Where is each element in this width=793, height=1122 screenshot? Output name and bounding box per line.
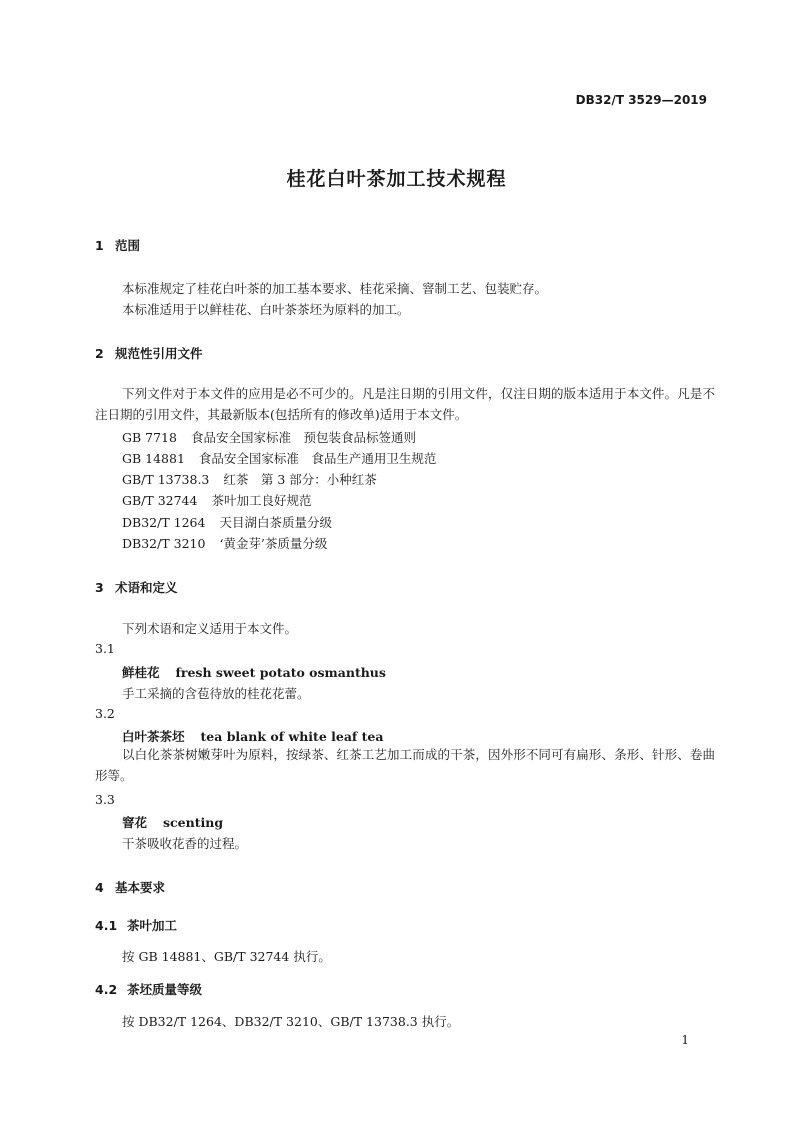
paragraph: 下列文件对于本文件的应用是必不可少的。凡是注日期的引用文件，仅注日期的版本适用于本文件。凡是不注日期的引用文件，其最新版本(包括所有的修改单)适用于本文件。 (95, 386, 715, 422)
term-name-zh: 窨花 (122, 815, 148, 830)
reference-item (122, 449, 436, 467)
term-heading (122, 813, 223, 831)
paragraph: 按 DB32/T 1264、DB32/T 3210、GB/T 13738.3 执行。 (122, 1014, 460, 1029)
section-title: 规范性引用文件 (115, 346, 203, 361)
reference-item (122, 513, 332, 531)
term-definition: 手工采摘的含苞待放的桂花花蕾。 (122, 686, 310, 701)
reference-name: 天目湖白茶质量分级 (219, 515, 332, 530)
term-name-en: scenting (163, 815, 224, 830)
reference-code: DB32/T 3210 (122, 536, 206, 551)
paragraph: 按 GB 14881、GB/T 32744 执行。 (122, 949, 331, 964)
subsection-4-2-heading (95, 980, 202, 998)
term-name-en: tea blank of white leaf tea (200, 729, 384, 744)
page-number: 1 (681, 1033, 689, 1047)
reference-item (122, 491, 311, 509)
term-number: 3.1 (95, 641, 115, 656)
reference-item (122, 470, 377, 488)
section-title: 基本要求 (115, 880, 166, 895)
reference-name: 茶叶加工良好规范 (211, 493, 312, 508)
reference-item (122, 534, 327, 552)
reference-code: GB/T 13738.3 (122, 472, 210, 487)
section-2-heading (95, 344, 203, 362)
subsection-number: 4.2 (95, 982, 118, 997)
term-heading (122, 727, 383, 745)
term-name-zh: 鲜桂花 (122, 665, 160, 680)
section-number: 4 (95, 880, 104, 895)
section-number: 3 (95, 580, 104, 595)
reference-code: DB32/T 1264 (122, 515, 206, 530)
term-definition: 以白化茶茶树嫩芽叶为原料，按绿茶、红茶工艺加工而成的干茶，因外形不同可有扁形、条形、针形、卷曲形等。 (95, 747, 715, 783)
reference-name: ‘黄金芽’茶质量分级 (219, 536, 328, 551)
reference-name: 食品安全国家标准 预包装食品标签通则 (190, 430, 416, 445)
paragraph: 本标准适用于以鲜桂花、白叶茶茶坯为原料的加工。 (122, 302, 410, 317)
document-title: 桂花白叶茶加工技术规程 (286, 168, 507, 190)
paragraph: 本标准规定了桂花白叶茶的加工基本要求、桂花采摘、窨制工艺、包装贮存。 (122, 281, 548, 296)
term-number: 3.2 (95, 706, 115, 721)
reference-name: 食品安全国家标准 食品生产通用卫生规范 (198, 451, 437, 466)
term-heading (122, 663, 386, 681)
reference-code: GB/T 32744 (122, 493, 198, 508)
subsection-4-1-heading (95, 916, 177, 934)
reference-name: 红茶 第 3 部分：小种红茶 (223, 472, 377, 487)
section-number: 2 (95, 346, 104, 361)
section-number: 1 (95, 238, 104, 253)
term-name-en: fresh sweet potato osmanthus (175, 665, 386, 680)
standard-number: DB32/T 3529—2019 (575, 93, 707, 107)
reference-item (122, 428, 416, 446)
term-number: 3.3 (95, 792, 115, 807)
section-4-heading (95, 878, 165, 896)
reference-code: GB 7718 (122, 430, 177, 445)
subsection-title: 茶坯质量等级 (127, 982, 203, 997)
section-3-heading (95, 578, 178, 596)
subsection-title: 茶叶加工 (127, 918, 178, 933)
paragraph: 下列术语和定义适用于本文件。 (122, 621, 298, 636)
section-1-heading (95, 236, 140, 254)
term-definition: 干茶吸收花香的过程。 (122, 836, 248, 851)
section-title: 范围 (115, 238, 141, 253)
subsection-number: 4.1 (95, 918, 118, 933)
term-name-zh: 白叶茶茶坯 (122, 729, 185, 744)
reference-code: GB 14881 (122, 451, 185, 466)
section-title: 术语和定义 (115, 580, 178, 595)
